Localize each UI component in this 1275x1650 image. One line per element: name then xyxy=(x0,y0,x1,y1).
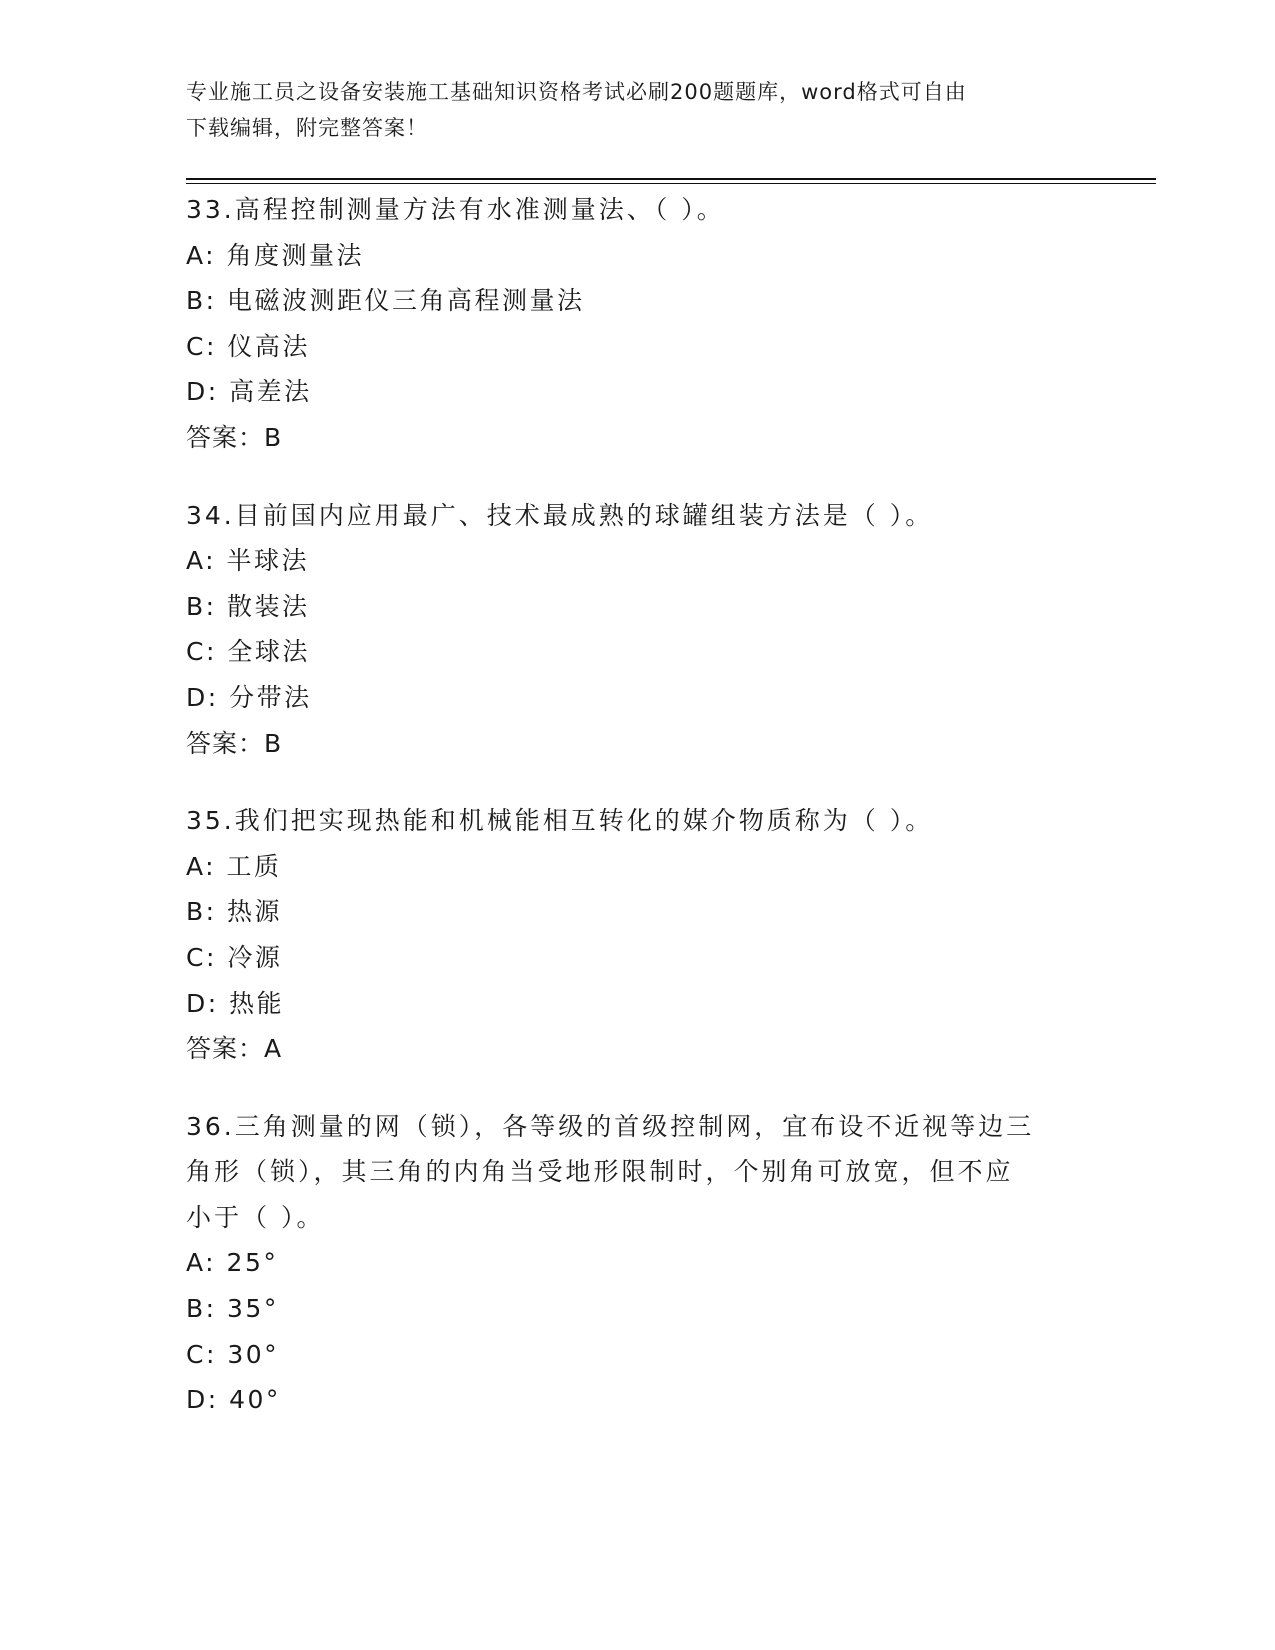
option-b: B: 散装法 xyxy=(186,591,310,621)
answer-line: 答案：B xyxy=(186,422,283,452)
option-a: A: 25° xyxy=(186,1248,279,1278)
header-rule-thick xyxy=(186,178,1156,180)
option-d: D: 热能 xyxy=(186,988,285,1018)
question-36 xyxy=(186,1104,1086,1423)
question-33 xyxy=(186,187,1086,461)
header-line-2: 下载编辑，附完整答案！ xyxy=(186,116,428,140)
option-d: D: 高差法 xyxy=(186,377,312,407)
question-34 xyxy=(186,493,1086,767)
header-line-1: 专业施工员之设备安装施工基础知识资格考试必刷200题题库，word格式可自由 xyxy=(186,80,967,104)
option-a: A: 半球法 xyxy=(186,546,310,576)
header-rule-thin xyxy=(186,183,1156,184)
answer-line: 答案：A xyxy=(186,1034,283,1064)
option-c: C: 30° xyxy=(186,1339,280,1369)
option-c: C: 冷源 xyxy=(186,942,283,972)
question-list xyxy=(186,187,1086,1455)
option-d: D: 40° xyxy=(186,1385,281,1415)
option-b: B: 热源 xyxy=(186,897,283,927)
document-header xyxy=(186,74,1066,146)
question-stem: 34.目前国内应用最广、技术最成熟的球罐组装方法是（ ）。 xyxy=(186,500,934,530)
question-stem-line-2: 角形（锁），其三角的内角当受地形限制时，个别角可放宽，但不应 xyxy=(186,1157,1014,1187)
option-c: C: 全球法 xyxy=(186,637,310,667)
option-d: D: 分带法 xyxy=(186,682,312,712)
option-a: A: 工质 xyxy=(186,851,282,881)
option-c: C: 仪高法 xyxy=(186,331,310,361)
question-stem: 33.高程控制测量方法有水准测量法、（ ）。 xyxy=(186,195,725,224)
question-stem-line-1: 36.三角测量的网（锁），各等级的首级控制网，宜布设不近视等边三 xyxy=(186,1111,1035,1141)
option-b: B: 35° xyxy=(186,1294,279,1324)
question-35 xyxy=(186,798,1086,1072)
question-stem-line-3: 小于（ ）。 xyxy=(186,1202,325,1232)
option-a: A: 角度测量法 xyxy=(186,240,365,270)
option-b: B: 电磁波测距仪三角高程测量法 xyxy=(186,286,585,316)
answer-line: 答案：B xyxy=(186,728,283,758)
question-stem: 35.我们把实现热能和机械能相互转化的媒介物质称为（ ）。 xyxy=(186,806,934,836)
